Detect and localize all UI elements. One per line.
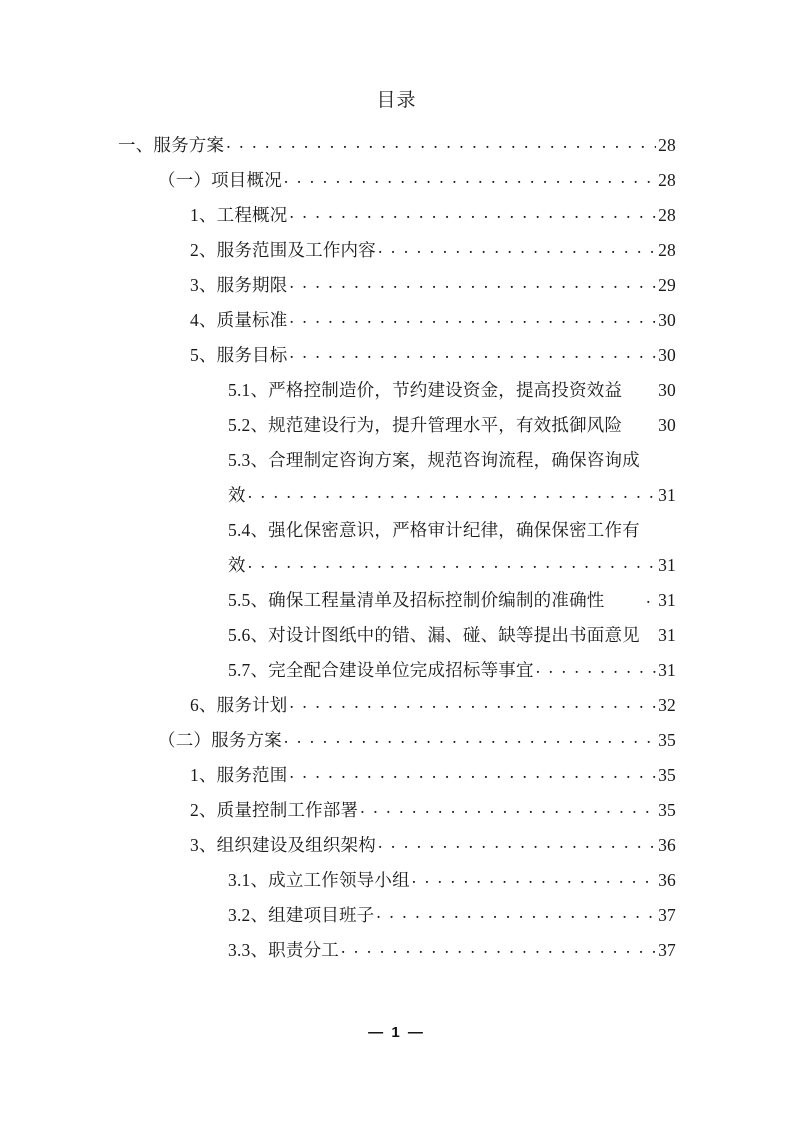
table-of-contents bbox=[0, 128, 793, 968]
toc-dot-leader bbox=[378, 825, 656, 860]
toc-entry-label: 2、服务范围及工作内容 bbox=[190, 240, 376, 260]
toc-page-number: 30 bbox=[658, 310, 676, 330]
toc-dot-leader bbox=[289, 195, 656, 230]
toc-page-number: 32 bbox=[658, 695, 676, 715]
toc-page-number: 29 bbox=[658, 275, 676, 295]
toc-page-number: 30 bbox=[658, 415, 676, 435]
toc-dot-leader bbox=[289, 685, 656, 720]
toc-page-number: 37 bbox=[658, 905, 676, 925]
toc-page-number: 28 bbox=[658, 170, 676, 190]
toc-page-number: 36 bbox=[658, 835, 676, 855]
toc-page-number: 30 bbox=[658, 345, 676, 365]
toc-entry-label: 3、服务期限 bbox=[190, 275, 288, 295]
toc-entry-label: （一）项目概况 bbox=[158, 170, 282, 190]
toc-entry-label: 5.5、确保工程量清单及招标控制价编制的准确性 bbox=[228, 590, 605, 610]
toc-entry[interactable] bbox=[0, 828, 793, 863]
toc-dot-leader bbox=[378, 230, 656, 265]
toc-entry[interactable] bbox=[0, 128, 793, 163]
toc-entry-label: 5.6、对设计图纸中的错、漏、碰、缺等提出书面意见 bbox=[228, 625, 640, 645]
toc-dot-leader bbox=[289, 265, 656, 300]
toc-entry-label: 5.4、强化保密意识，严格审计纪律，确保保密工作有 bbox=[228, 520, 640, 540]
toc-dot-leader bbox=[248, 475, 656, 510]
toc-page-number: 28 bbox=[658, 205, 676, 225]
toc-dot-leader bbox=[289, 755, 656, 790]
toc-entry[interactable] bbox=[0, 723, 793, 758]
toc-entry-label: 5.3、合理制定咨询方案，规范咨询流程，确保咨询成 bbox=[228, 450, 640, 470]
toc-entry[interactable] bbox=[0, 478, 793, 513]
toc-entry-label: 3、组织建设及组织架构 bbox=[190, 835, 376, 855]
toc-entry-label: 1、工程概况 bbox=[190, 205, 288, 225]
toc-dot-leader bbox=[289, 335, 656, 370]
toc-page-number: 37 bbox=[658, 940, 676, 960]
toc-entry-label: 3.1、成立工作领导小组 bbox=[228, 870, 410, 890]
toc-entry[interactable] bbox=[0, 408, 793, 443]
toc-entry[interactable] bbox=[0, 653, 793, 688]
toc-entry[interactable] bbox=[0, 338, 793, 373]
toc-dot-leader bbox=[284, 720, 656, 755]
toc-entry-label: 1、服务范围 bbox=[190, 765, 288, 785]
toc-dot-leader bbox=[376, 895, 656, 930]
toc-dot-leader bbox=[412, 860, 656, 895]
toc-entry[interactable] bbox=[0, 583, 793, 618]
toc-entry[interactable] bbox=[0, 373, 793, 408]
toc-page-number: 35 bbox=[658, 730, 676, 750]
toc-entry-label: 2、质量控制工作部署 bbox=[190, 800, 359, 820]
toc-entry-label: 4、质量标准 bbox=[190, 310, 288, 330]
page-footer: — 1 — bbox=[368, 1024, 425, 1041]
toc-entry[interactable] bbox=[0, 933, 793, 968]
toc-entry-label: （二）服务方案 bbox=[158, 730, 282, 750]
toc-dot-leader bbox=[226, 125, 656, 160]
toc-entry[interactable] bbox=[0, 898, 793, 933]
toc-entry-label: 6、服务计划 bbox=[190, 695, 288, 715]
toc-entry[interactable] bbox=[0, 793, 793, 828]
toc-entry[interactable] bbox=[0, 163, 793, 198]
toc-entry-label: 5.1、严格控制造价，节约建设资金，提高投资效益 bbox=[228, 380, 623, 400]
toc-entry[interactable] bbox=[0, 198, 793, 233]
toc-entry[interactable] bbox=[0, 548, 793, 583]
toc-entry[interactable] bbox=[0, 443, 793, 478]
toc-page-number: 31 bbox=[658, 590, 676, 610]
toc-entry[interactable] bbox=[0, 513, 793, 548]
toc-entry[interactable] bbox=[0, 688, 793, 723]
toc-entry-label: 效 bbox=[228, 485, 246, 505]
toc-page-number: 31 bbox=[658, 485, 676, 505]
toc-entry[interactable] bbox=[0, 303, 793, 338]
toc-entry[interactable] bbox=[0, 618, 793, 653]
toc-dot-leader bbox=[248, 545, 656, 580]
toc-dot-leader bbox=[360, 790, 656, 825]
toc-page-number: 28 bbox=[658, 240, 676, 260]
toc-page-number: 31 bbox=[658, 555, 676, 575]
toc-entry-label: 3.2、组建项目班子 bbox=[228, 905, 375, 925]
toc-page-number: 35 bbox=[658, 765, 676, 785]
toc-page-number: 36 bbox=[658, 870, 676, 890]
toc-entry-label: 5.2、规范建设行为，提升管理水平，有效抵御风险 bbox=[228, 415, 623, 435]
toc-page-number: 35 bbox=[658, 800, 676, 820]
toc-entry[interactable] bbox=[0, 233, 793, 268]
toc-page-number: 28 bbox=[658, 135, 676, 155]
toc-page-number: 31 bbox=[658, 660, 676, 680]
toc-entry[interactable] bbox=[0, 758, 793, 793]
toc-dot-leader bbox=[536, 650, 656, 685]
toc-entry[interactable] bbox=[0, 268, 793, 303]
page-title: 目录 bbox=[376, 90, 417, 111]
toc-page-number: 31 bbox=[658, 625, 676, 645]
toc-entry-label: 5.7、完全配合建设单位完成招标等事宜 bbox=[228, 660, 534, 680]
toc-dot-leader bbox=[341, 930, 656, 965]
toc-entry-label: 效 bbox=[228, 555, 246, 575]
toc-dot-leader bbox=[646, 580, 656, 615]
toc-dot-leader bbox=[284, 160, 656, 195]
toc-entry[interactable] bbox=[0, 863, 793, 898]
toc-dot-leader bbox=[289, 300, 656, 335]
toc-entry-label: 一、服务方案 bbox=[118, 135, 225, 155]
toc-entry-label: 3.3、职责分工 bbox=[228, 940, 339, 960]
toc-entry-label: 5、服务目标 bbox=[190, 345, 288, 365]
toc-page-number: 30 bbox=[658, 380, 676, 400]
